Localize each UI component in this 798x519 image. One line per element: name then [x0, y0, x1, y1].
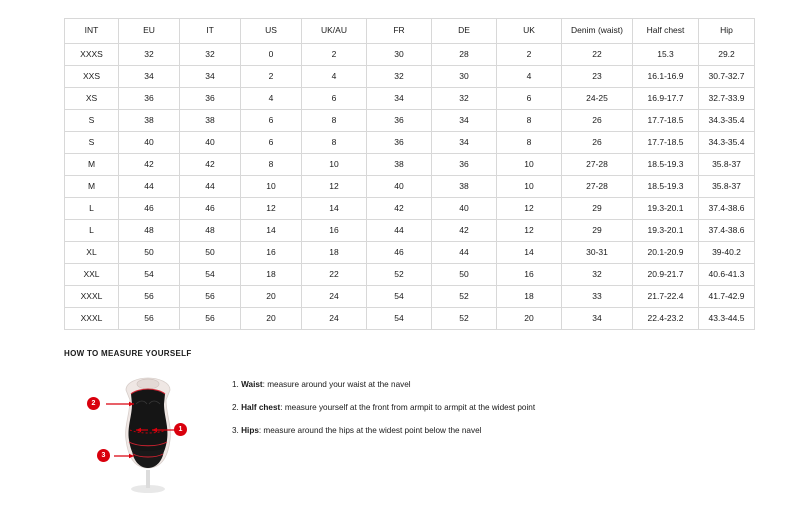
table-cell: 12 — [241, 198, 302, 220]
table-cell: 17.7-18.5 — [633, 110, 699, 132]
table-cell: 38 — [180, 110, 241, 132]
table-row — [65, 154, 755, 176]
column-header: UK — [497, 19, 562, 44]
column-header: EU — [119, 19, 180, 44]
mannequin-figure — [86, 370, 206, 495]
table-cell: 50 — [119, 242, 180, 264]
table-cell: 54 — [367, 308, 432, 330]
column-header: INT — [65, 19, 119, 44]
table-cell: 24 — [302, 286, 367, 308]
instruction-number: 1. — [232, 380, 239, 389]
table-cell: 10 — [497, 154, 562, 176]
table-cell: 18 — [302, 242, 367, 264]
table-cell: 20.1-20.9 — [633, 242, 699, 264]
size-chart-container — [64, 18, 745, 330]
table-cell: 19.3-20.1 — [633, 198, 699, 220]
table-cell: 12 — [497, 220, 562, 242]
table-cell: 36 — [367, 132, 432, 154]
table-cell: 4 — [302, 66, 367, 88]
table-cell: 40 — [180, 132, 241, 154]
table-cell: 44 — [367, 220, 432, 242]
table-cell: 6 — [302, 88, 367, 110]
table-row — [65, 264, 755, 286]
instruction-term: Hips — [241, 425, 259, 435]
badge-hips: 3 — [97, 449, 110, 462]
table-cell: 54 — [119, 264, 180, 286]
section-title: HOW TO MEASURE YOURSELF — [64, 349, 192, 358]
table-cell: 8 — [241, 154, 302, 176]
table-cell: 15.3 — [633, 44, 699, 66]
table-cell: 36 — [367, 110, 432, 132]
table-cell: XXL — [65, 264, 119, 286]
column-header: UK/AU — [302, 19, 367, 44]
table-cell: 46 — [180, 198, 241, 220]
table-cell: 17.7-18.5 — [633, 132, 699, 154]
table-cell: 22 — [562, 44, 633, 66]
table-row — [65, 88, 755, 110]
table-cell: 18 — [241, 264, 302, 286]
table-cell: 32 — [367, 66, 432, 88]
table-cell: 52 — [367, 264, 432, 286]
table-cell: 27-28 — [562, 176, 633, 198]
table-cell: 40 — [367, 176, 432, 198]
instruction-text: : measure around your waist at the navel — [262, 380, 411, 389]
table-cell: M — [65, 154, 119, 176]
table-row — [65, 220, 755, 242]
table-row — [65, 110, 755, 132]
table-cell: 16.1-16.9 — [633, 66, 699, 88]
table-cell: 28 — [432, 44, 497, 66]
table-cell: 14 — [241, 220, 302, 242]
badge-waist: 1 — [174, 423, 187, 436]
table-cell: 6 — [241, 110, 302, 132]
instruction-waist — [232, 380, 734, 390]
table-cell: 40.6-41.3 — [699, 264, 755, 286]
table-cell: XS — [65, 88, 119, 110]
table-cell: 16.9-17.7 — [633, 88, 699, 110]
table-cell: 10 — [241, 176, 302, 198]
table-cell: 42 — [180, 154, 241, 176]
table-cell: 22.4-23.2 — [633, 308, 699, 330]
table-cell: 56 — [119, 308, 180, 330]
table-row — [65, 66, 755, 88]
table-cell: 48 — [180, 220, 241, 242]
table-cell: 44 — [180, 176, 241, 198]
instruction-text: : measure yourself at the front from armpit to armpit at the widest point — [280, 402, 536, 412]
table-cell: 8 — [302, 110, 367, 132]
table-cell: 19.3-20.1 — [633, 220, 699, 242]
instruction-half-chest — [232, 403, 734, 413]
table-cell: 21.7-22.4 — [633, 286, 699, 308]
table-cell: 12 — [497, 198, 562, 220]
table-row — [65, 198, 755, 220]
table-cell: 12 — [302, 176, 367, 198]
table-cell: 32 — [432, 88, 497, 110]
table-cell: 18.5-19.3 — [633, 154, 699, 176]
table-cell: 43.3-44.5 — [699, 308, 755, 330]
table-cell: 4 — [497, 66, 562, 88]
table-cell: 30 — [367, 44, 432, 66]
table-row — [65, 44, 755, 66]
instruction-number: 2. — [232, 402, 239, 412]
table-cell: 33 — [562, 286, 633, 308]
table-cell: 32 — [180, 44, 241, 66]
table-row — [65, 308, 755, 330]
table-cell: 6 — [241, 132, 302, 154]
table-cell: 34.3-35.4 — [699, 110, 755, 132]
table-cell: XL — [65, 242, 119, 264]
table-cell: 48 — [119, 220, 180, 242]
instruction-term: Half chest — [241, 402, 281, 412]
column-header: Half chest — [633, 19, 699, 44]
how-to-measure-section — [64, 349, 734, 495]
table-cell: M — [65, 176, 119, 198]
table-cell: 32 — [119, 44, 180, 66]
instruction-text: : measure around the hips at the widest point below the navel — [258, 425, 482, 435]
table-cell: 29 — [562, 220, 633, 242]
table-cell: 2 — [302, 44, 367, 66]
table-cell: 42 — [432, 220, 497, 242]
table-cell: 50 — [432, 264, 497, 286]
table-row — [65, 242, 755, 264]
table-cell: S — [65, 110, 119, 132]
table-cell: 27-28 — [562, 154, 633, 176]
table-cell: 46 — [367, 242, 432, 264]
table-cell: 20 — [497, 308, 562, 330]
table-cell: 20 — [241, 308, 302, 330]
table-cell: XXXL — [65, 308, 119, 330]
column-header: Hip — [699, 19, 755, 44]
table-cell: 20.9-21.7 — [633, 264, 699, 286]
table-cell: 50 — [180, 242, 241, 264]
column-header: DE — [432, 19, 497, 44]
table-cell: 8 — [302, 132, 367, 154]
table-cell: 40 — [432, 198, 497, 220]
table-cell: 32 — [562, 264, 633, 286]
table-cell: 38 — [367, 154, 432, 176]
mannequin-illustration — [86, 370, 206, 495]
table-cell: 44 — [119, 176, 180, 198]
table-row — [65, 176, 755, 198]
table-cell: S — [65, 132, 119, 154]
table-cell: 26 — [562, 132, 633, 154]
table-cell: 37.4-38.6 — [699, 198, 755, 220]
table-cell: L — [65, 198, 119, 220]
table-header-row — [65, 19, 755, 44]
table-cell: 16 — [302, 220, 367, 242]
column-header: Denim (waist) — [562, 19, 633, 44]
table-cell: 52 — [432, 308, 497, 330]
table-cell: L — [65, 220, 119, 242]
table-cell: 34 — [180, 66, 241, 88]
table-cell: 36 — [432, 154, 497, 176]
badge-half-chest: 2 — [87, 397, 100, 410]
table-cell: 54 — [180, 264, 241, 286]
column-header: FR — [367, 19, 432, 44]
instruction-term: Waist — [241, 380, 263, 389]
table-row — [65, 132, 755, 154]
table-cell: 56 — [180, 286, 241, 308]
table-cell: 6 — [497, 88, 562, 110]
table-cell: 46 — [119, 198, 180, 220]
table-cell: XXXL — [65, 286, 119, 308]
table-cell: 54 — [367, 286, 432, 308]
table-cell: XXS — [65, 66, 119, 88]
table-cell: XXXS — [65, 44, 119, 66]
size-chart-table — [64, 18, 755, 330]
table-cell: 41.7-42.9 — [699, 286, 755, 308]
table-cell: 40 — [119, 132, 180, 154]
table-cell: 30 — [432, 66, 497, 88]
table-cell: 2 — [241, 66, 302, 88]
table-cell: 8 — [497, 132, 562, 154]
table-row — [65, 286, 755, 308]
table-cell: 26 — [562, 110, 633, 132]
table-cell: 38 — [119, 110, 180, 132]
table-cell: 18 — [497, 286, 562, 308]
table-cell: 44 — [432, 242, 497, 264]
table-cell: 4 — [241, 88, 302, 110]
table-cell: 38 — [432, 176, 497, 198]
table-cell: 8 — [497, 110, 562, 132]
table-cell: 34 — [562, 308, 633, 330]
table-cell: 16 — [241, 242, 302, 264]
table-cell: 36 — [180, 88, 241, 110]
table-cell: 35.8-37 — [699, 154, 755, 176]
table-cell: 42 — [119, 154, 180, 176]
table-cell: 2 — [497, 44, 562, 66]
table-cell: 14 — [302, 198, 367, 220]
table-cell: 56 — [180, 308, 241, 330]
table-cell: 34 — [432, 110, 497, 132]
table-cell: 29.2 — [699, 44, 755, 66]
table-cell: 14 — [497, 242, 562, 264]
measure-instructions — [232, 380, 734, 449]
table-cell: 34 — [119, 66, 180, 88]
column-header: IT — [180, 19, 241, 44]
table-cell: 24 — [302, 308, 367, 330]
table-cell: 56 — [119, 286, 180, 308]
instruction-number: 3. — [232, 425, 239, 435]
table-cell: 34.3-35.4 — [699, 132, 755, 154]
table-cell: 10 — [302, 154, 367, 176]
table-cell: 42 — [367, 198, 432, 220]
table-cell: 18.5-19.3 — [633, 176, 699, 198]
column-header: US — [241, 19, 302, 44]
table-cell: 32.7-33.9 — [699, 88, 755, 110]
table-cell: 30-31 — [562, 242, 633, 264]
table-cell: 10 — [497, 176, 562, 198]
table-cell: 39-40.2 — [699, 242, 755, 264]
table-cell: 35.8-37 — [699, 176, 755, 198]
table-cell: 24-25 — [562, 88, 633, 110]
table-cell: 34 — [432, 132, 497, 154]
table-cell: 30.7-32.7 — [699, 66, 755, 88]
table-cell: 0 — [241, 44, 302, 66]
table-cell: 34 — [367, 88, 432, 110]
table-cell: 37.4-38.6 — [699, 220, 755, 242]
instruction-hips — [232, 426, 734, 436]
table-cell: 29 — [562, 198, 633, 220]
table-cell: 16 — [497, 264, 562, 286]
table-cell: 36 — [119, 88, 180, 110]
table-cell: 22 — [302, 264, 367, 286]
table-cell: 20 — [241, 286, 302, 308]
table-cell: 23 — [562, 66, 633, 88]
table-cell: 52 — [432, 286, 497, 308]
